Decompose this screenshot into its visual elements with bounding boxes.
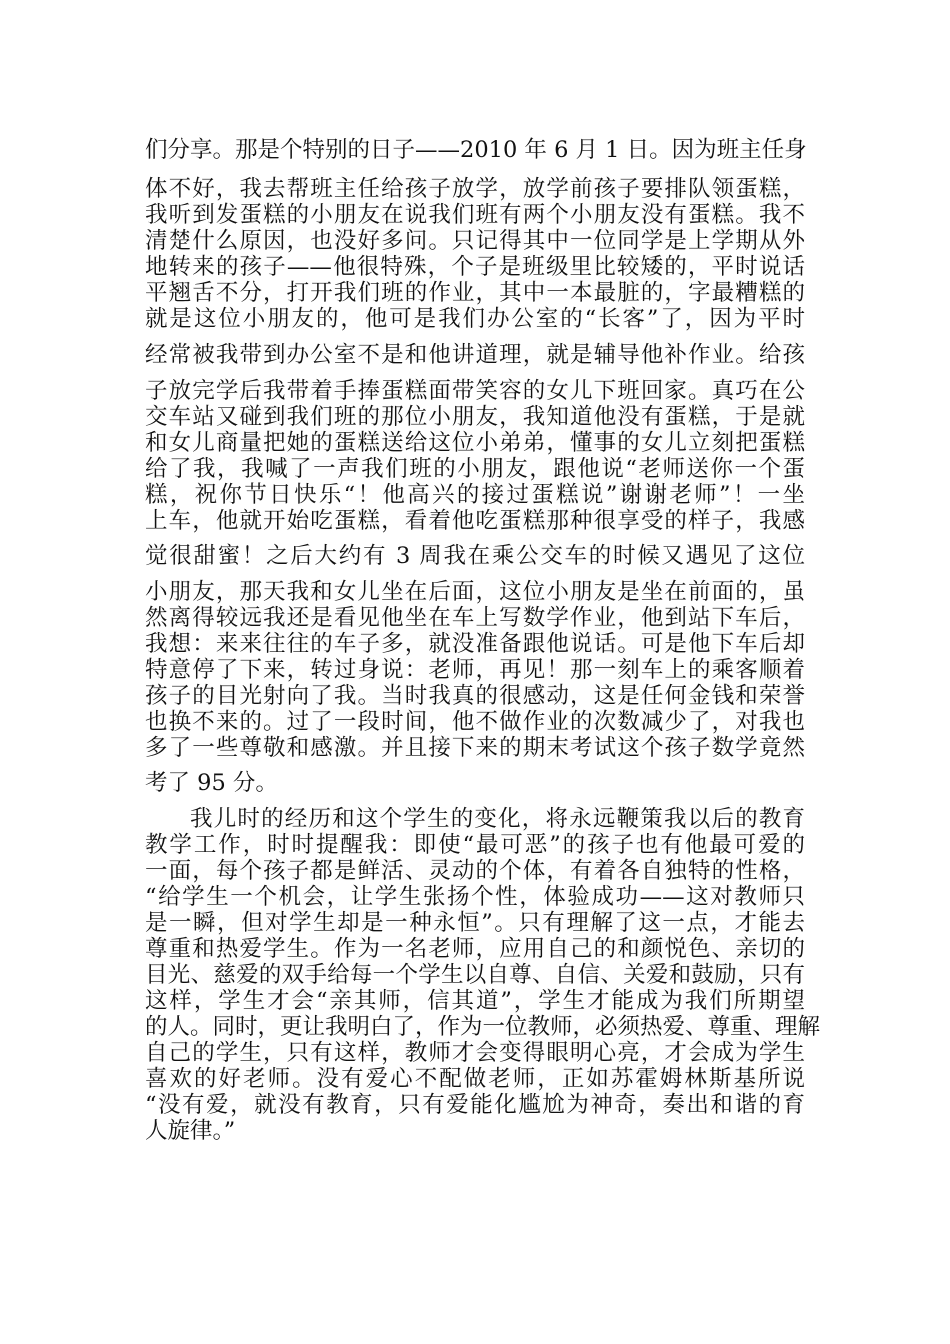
text-line: 清楚什么原因，也没好多问。只记得其中一位同学是上学期从外 [145, 228, 805, 254]
text-line: 我儿时的经历和这个学生的变化，将永远鞭策我以后的教育 [190, 806, 805, 832]
text-line: 小朋友，那天我和女儿坐在后面，这位小朋友是坐在前面的，虽 [145, 579, 805, 605]
text-line: 考了 95 分。 [145, 770, 278, 796]
text-line: 我听到发蛋糕的小朋友在说我们班有两个小朋友没有蛋糕。我不 [145, 202, 805, 228]
text-line: 人旋律。” [145, 1118, 236, 1144]
text-line: 们分享。那是个特别的日子——2010 年 6 月 1 日。因为班主任身 [145, 137, 807, 163]
text-line: 觉很甜蜜！之后大约有 3 周我在乘公交车的时候又遇见了这位 [145, 543, 805, 569]
text-line: 一面，每个孩子都是鲜活、灵动的个体，有着各自独特的性格， [145, 858, 805, 884]
text-line: 的人。同时，更让我明白了，作为一位教师，必须热爱、尊重、理解 [145, 1014, 821, 1040]
text-line: 子放完学后我带着手捧蛋糕面带笑容的女儿下班回家。真巧在公 [145, 378, 805, 404]
text-line: 自己的学生，只有这样，教师才会变得眼明心亮，才会成为学生 [145, 1040, 805, 1066]
text-line: 平翘舌不分，打开我们班的作业，其中一本最脏的，字最糟糕的 [145, 280, 805, 306]
text-line: 多了一些尊敬和感激。并且接下来的期末考试这个孩子数学竟然 [145, 735, 805, 761]
text-line: 然离得较远我还是看见他坐在车上写数学作业，他到站下车后， [145, 605, 805, 631]
text-line: 交车站又碰到我们班的那位小朋友，我知道他没有蛋糕，于是就 [145, 404, 805, 430]
text-line: 特意停了下来，转过身说：老师，再见！那一刻车上的乘客顺着 [145, 657, 805, 683]
text-line: 教学工作，时时提醒我：即使“最可恶”的孩子也有他最可爱的 [145, 832, 805, 858]
text-line: 就是这位小朋友的，他可是我们办公室的“长客”了，因为平时 [145, 306, 805, 332]
text-line: 地转来的孩子——他很特殊，个子是班级里比较矮的，平时说话 [145, 254, 805, 280]
text-line: 尊重和热爱学生。作为一名老师，应用自己的和颜悦色、亲切的 [145, 936, 805, 962]
text-line: 经常被我带到办公室不是和他讲道理，就是辅导他补作业。给孩 [145, 342, 805, 368]
text-line: 糕，祝你节日快乐“！他高兴的接过蛋糕说”谢谢老师”！一坐 [145, 482, 805, 508]
text-line: 这样，学生才会“亲其师，信其道”，学生才能成为我们所期望 [145, 988, 805, 1014]
text-line: 体不好，我去帮班主任给孩子放学，放学前孩子要排队领蛋糕， [145, 176, 805, 202]
text-line: 上车，他就开始吃蛋糕，看着他吃蛋糕那种很享受的样子，我感 [145, 508, 805, 534]
text-line: 给了我，我喊了一声我们班的小朋友，跟他说“老师送你一个蛋 [145, 456, 805, 482]
text-line: 也换不来的。过了一段时间，他不做作业的次数减少了，对我也 [145, 709, 805, 735]
text-line: 和女儿商量把她的蛋糕送给这位小弟弟，懂事的女儿立刻把蛋糕 [145, 430, 805, 456]
text-line: “给学生一个机会，让学生张扬个性，体验成功——这对教师只 [145, 884, 805, 910]
text-line: 喜欢的好老师。没有爱心不配做老师，正如苏霍姆林斯基所说 [145, 1066, 805, 1092]
text-line: 我想：来来往往的车子多，就没准备跟他说话。可是他下车后却 [145, 631, 805, 657]
text-line: 目光、慈爱的双手给每一个学生以自尊、自信、关爱和鼓励，只有 [145, 962, 805, 988]
text-line: 孩子的目光射向了我。当时我真的很感动，这是任何金钱和荣誉 [145, 683, 805, 709]
text-line: “没有爱，就没有教育，只有爱能化尴尬为神奇，奏出和谐的育 [145, 1092, 805, 1118]
text-line: 是一瞬，但对学生却是一种永恒”。只有理解了这一点，才能去 [145, 910, 805, 936]
